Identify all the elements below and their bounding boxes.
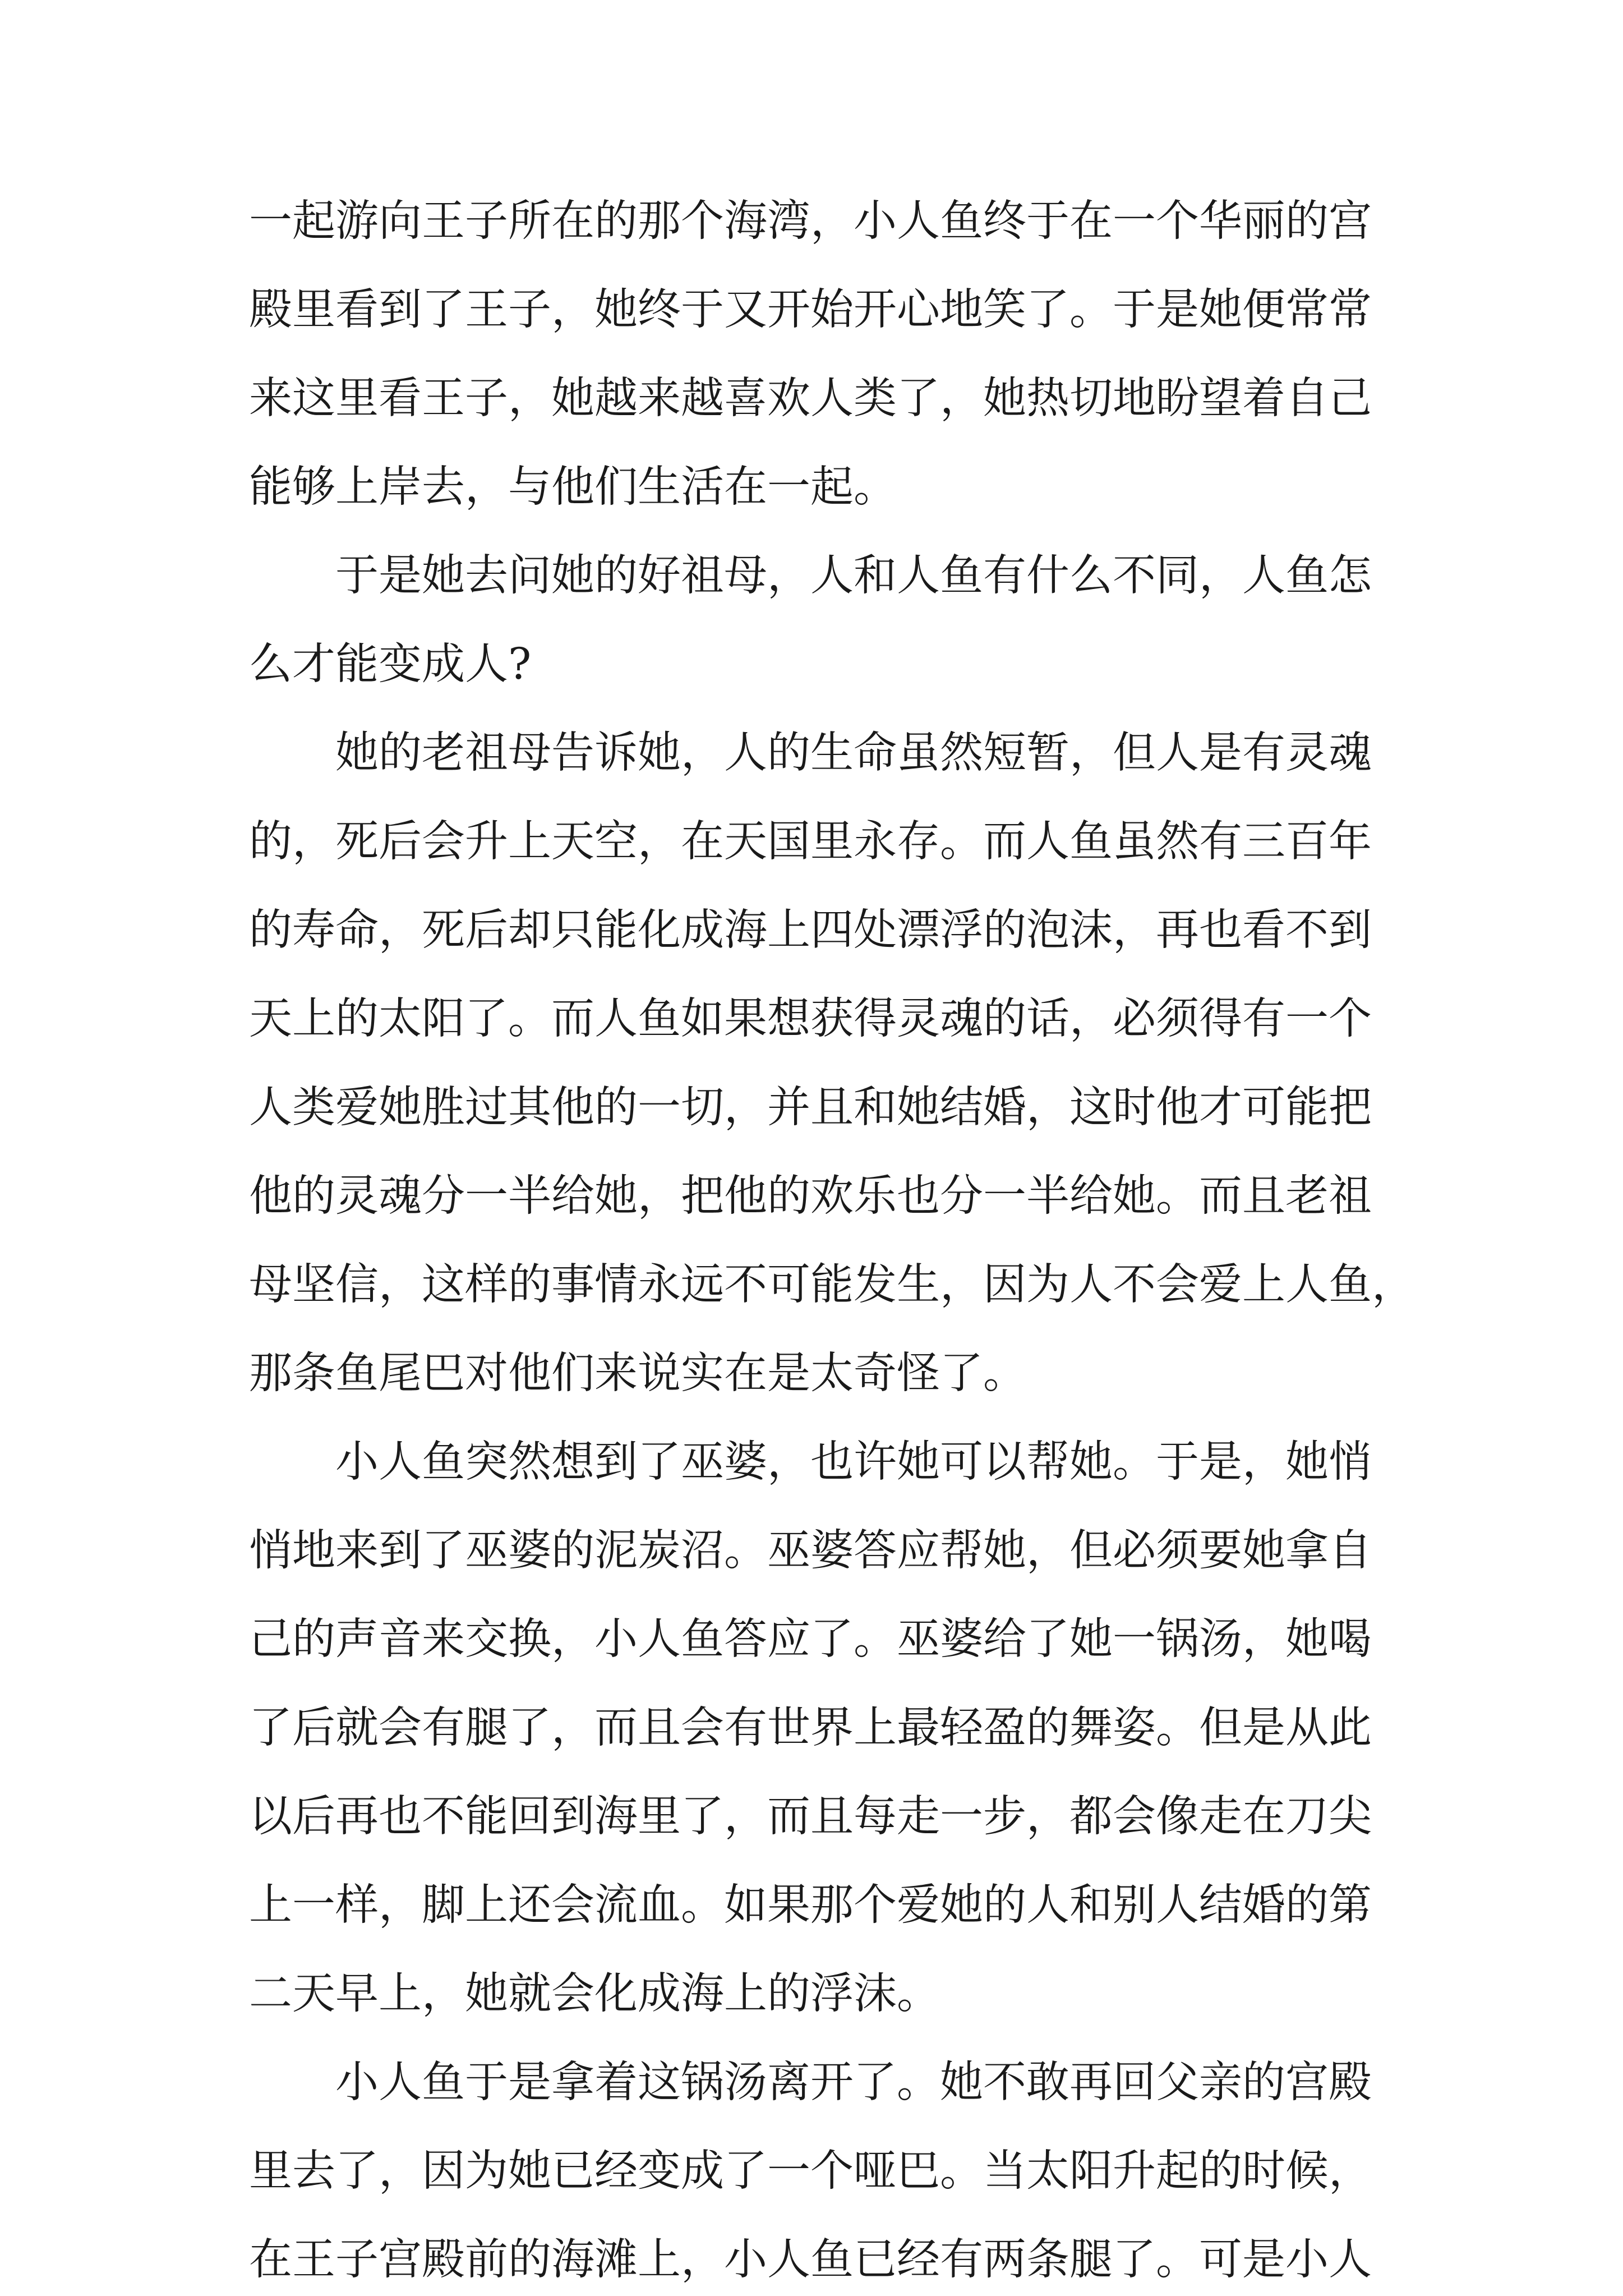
text-line: 二天早上，她就会化成海上的浮沫。 xyxy=(249,1969,940,2019)
text-line: 小人鱼于是拿着这锅汤离开了。她不敢再回父亲的宫殿 xyxy=(335,2058,1372,2108)
text-line: 于是她去问她的好祖母，人和人鱼有什么不同，人鱼怎 xyxy=(335,551,1372,601)
text-line: 了后就会有腿了，而且会有世界上最轻盈的舞姿。但是从此 xyxy=(249,1703,1372,1753)
text-line: 的，死后会升上天空，在天国里永存。而人鱼虽然有三百年 xyxy=(249,817,1372,867)
text-line: 殿里看到了王子，她终于又开始开心地笑了。于是她便常常 xyxy=(249,285,1372,335)
text-line: 以后再也不能回到海里了，而且每走一步，都会像走在刀尖 xyxy=(249,1792,1372,1842)
text-line: 他的灵魂分一半给她，把他的欢乐也分一半给她。而且老祖 xyxy=(249,1171,1372,1221)
text-line: 那条鱼尾巴对他们来说实在是太奇怪了。 xyxy=(249,1349,1026,1398)
text-line: 的寿命，死后却只能化成海上四处漂浮的泡沫，再也看不到 xyxy=(249,905,1372,955)
text-line: 里去了，因为她已经变成了一个哑巴。当太阳升起的时候， xyxy=(249,2146,1372,2196)
text-line: 她的老祖母告诉她，人的生命虽然短暂，但人是有灵魂 xyxy=(335,728,1372,778)
text-line: 来这里看王子，她越来越喜欢人类了，她热切地盼望着自己 xyxy=(249,374,1372,424)
text-line: 天上的太阳了。而人鱼如果想获得灵魂的话，必须得有一个 xyxy=(249,994,1372,1044)
text-line: 上一样，脚上还会流血。如果那个爱她的人和别人结婚的第 xyxy=(249,1880,1372,1930)
text-line: 人类爱她胜过其他的一切，并且和她结婚，这时他才可能把 xyxy=(249,1083,1372,1133)
text-line: 小人鱼突然想到了巫婆，也许她可以帮她。于是，她悄 xyxy=(335,1437,1372,1487)
text-line: 一起游向王子所在的那个海湾，小人鱼终于在一个华丽的宫 xyxy=(249,196,1372,246)
text-line: 悄地来到了巫婆的泥炭沼。巫婆答应帮她，但必须要她拿自 xyxy=(249,1526,1372,1576)
text-line: 能够上岸去，与他们生活在一起。 xyxy=(249,462,897,512)
text-line: 在王子宫殿前的海滩上，小人鱼已经有两条腿了。可是小人 xyxy=(249,2235,1372,2285)
text-line: 己的声音来交换，小人鱼答应了。巫婆给了她一锅汤，她喝 xyxy=(249,1614,1372,1664)
text-line: 么才能变成人? xyxy=(249,639,532,689)
text-line: 母坚信，这样的事情永远不可能发生，因为人不会爱上人鱼， xyxy=(249,1260,1415,1310)
